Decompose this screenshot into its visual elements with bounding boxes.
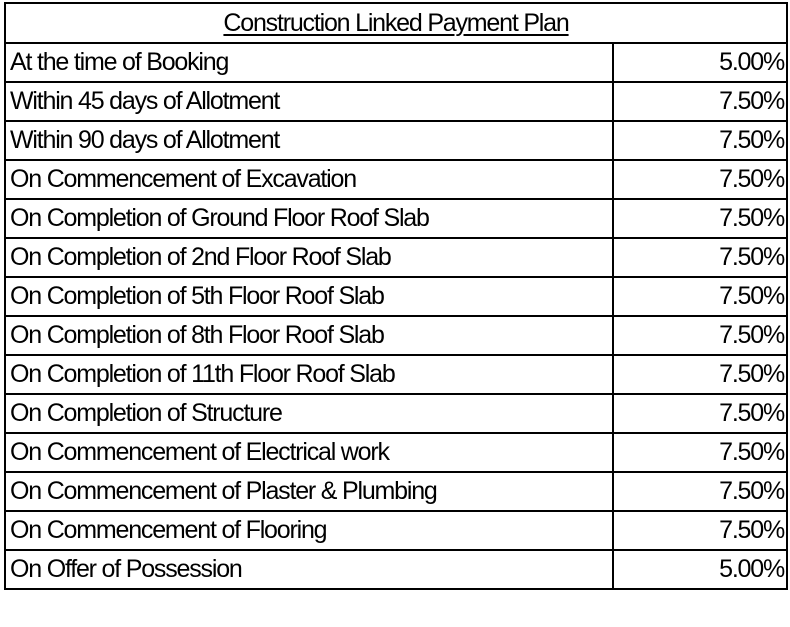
table-row bbox=[5, 433, 787, 472]
payment-stage: On Commencement of Electrical work bbox=[5, 433, 613, 472]
payment-percent: 7.50% bbox=[613, 160, 787, 199]
payment-percent: 7.50% bbox=[613, 121, 787, 160]
table-row bbox=[5, 82, 787, 121]
payment-stage: On Completion of Structure bbox=[5, 394, 613, 433]
payment-stage: On Completion of 8th Floor Roof Slab bbox=[5, 316, 613, 355]
table-row bbox=[5, 472, 787, 511]
payment-stage: On Commencement of Excavation bbox=[5, 160, 613, 199]
payment-stage: Within 90 days of Allotment bbox=[5, 121, 613, 160]
payment-stage: On Offer of Possession bbox=[5, 550, 613, 589]
payment-stage: At the time of Booking bbox=[5, 43, 613, 82]
payment-stage: On Commencement of Plaster & Plumbing bbox=[5, 472, 613, 511]
table-row bbox=[5, 43, 787, 82]
payment-stage: On Completion of 5th Floor Roof Slab bbox=[5, 277, 613, 316]
payment-percent: 7.50% bbox=[613, 316, 787, 355]
table-body bbox=[5, 43, 787, 589]
payment-percent: 7.50% bbox=[613, 82, 787, 121]
table-row bbox=[5, 550, 787, 589]
payment-percent: 7.50% bbox=[613, 238, 787, 277]
payment-percent: 5.00% bbox=[613, 43, 787, 82]
table-row bbox=[5, 199, 787, 238]
table-row bbox=[5, 277, 787, 316]
table-row bbox=[5, 355, 787, 394]
payment-percent: 7.50% bbox=[613, 355, 787, 394]
payment-stage: Within 45 days of Allotment bbox=[5, 82, 613, 121]
payment-stage: On Completion of 11th Floor Roof Slab bbox=[5, 355, 613, 394]
payment-percent: 7.50% bbox=[613, 472, 787, 511]
payment-percent: 7.50% bbox=[613, 511, 787, 550]
payment-percent: 7.50% bbox=[613, 199, 787, 238]
table-row bbox=[5, 316, 787, 355]
payment-stage: On Completion of 2nd Floor Roof Slab bbox=[5, 238, 613, 277]
payment-stage: On Commencement of Flooring bbox=[5, 511, 613, 550]
table-row bbox=[5, 238, 787, 277]
table-row bbox=[5, 394, 787, 433]
table-title: Construction Linked Payment Plan bbox=[5, 3, 787, 43]
payment-percent: 7.50% bbox=[613, 394, 787, 433]
table-title-row bbox=[5, 3, 787, 43]
table-row bbox=[5, 160, 787, 199]
table-row bbox=[5, 511, 787, 550]
payment-percent: 5.00% bbox=[613, 550, 787, 589]
payment-percent: 7.50% bbox=[613, 277, 787, 316]
table-row bbox=[5, 121, 787, 160]
payment-percent: 7.50% bbox=[613, 433, 787, 472]
payment-stage: On Completion of Ground Floor Roof Slab bbox=[5, 199, 613, 238]
payment-plan-table bbox=[4, 2, 788, 590]
